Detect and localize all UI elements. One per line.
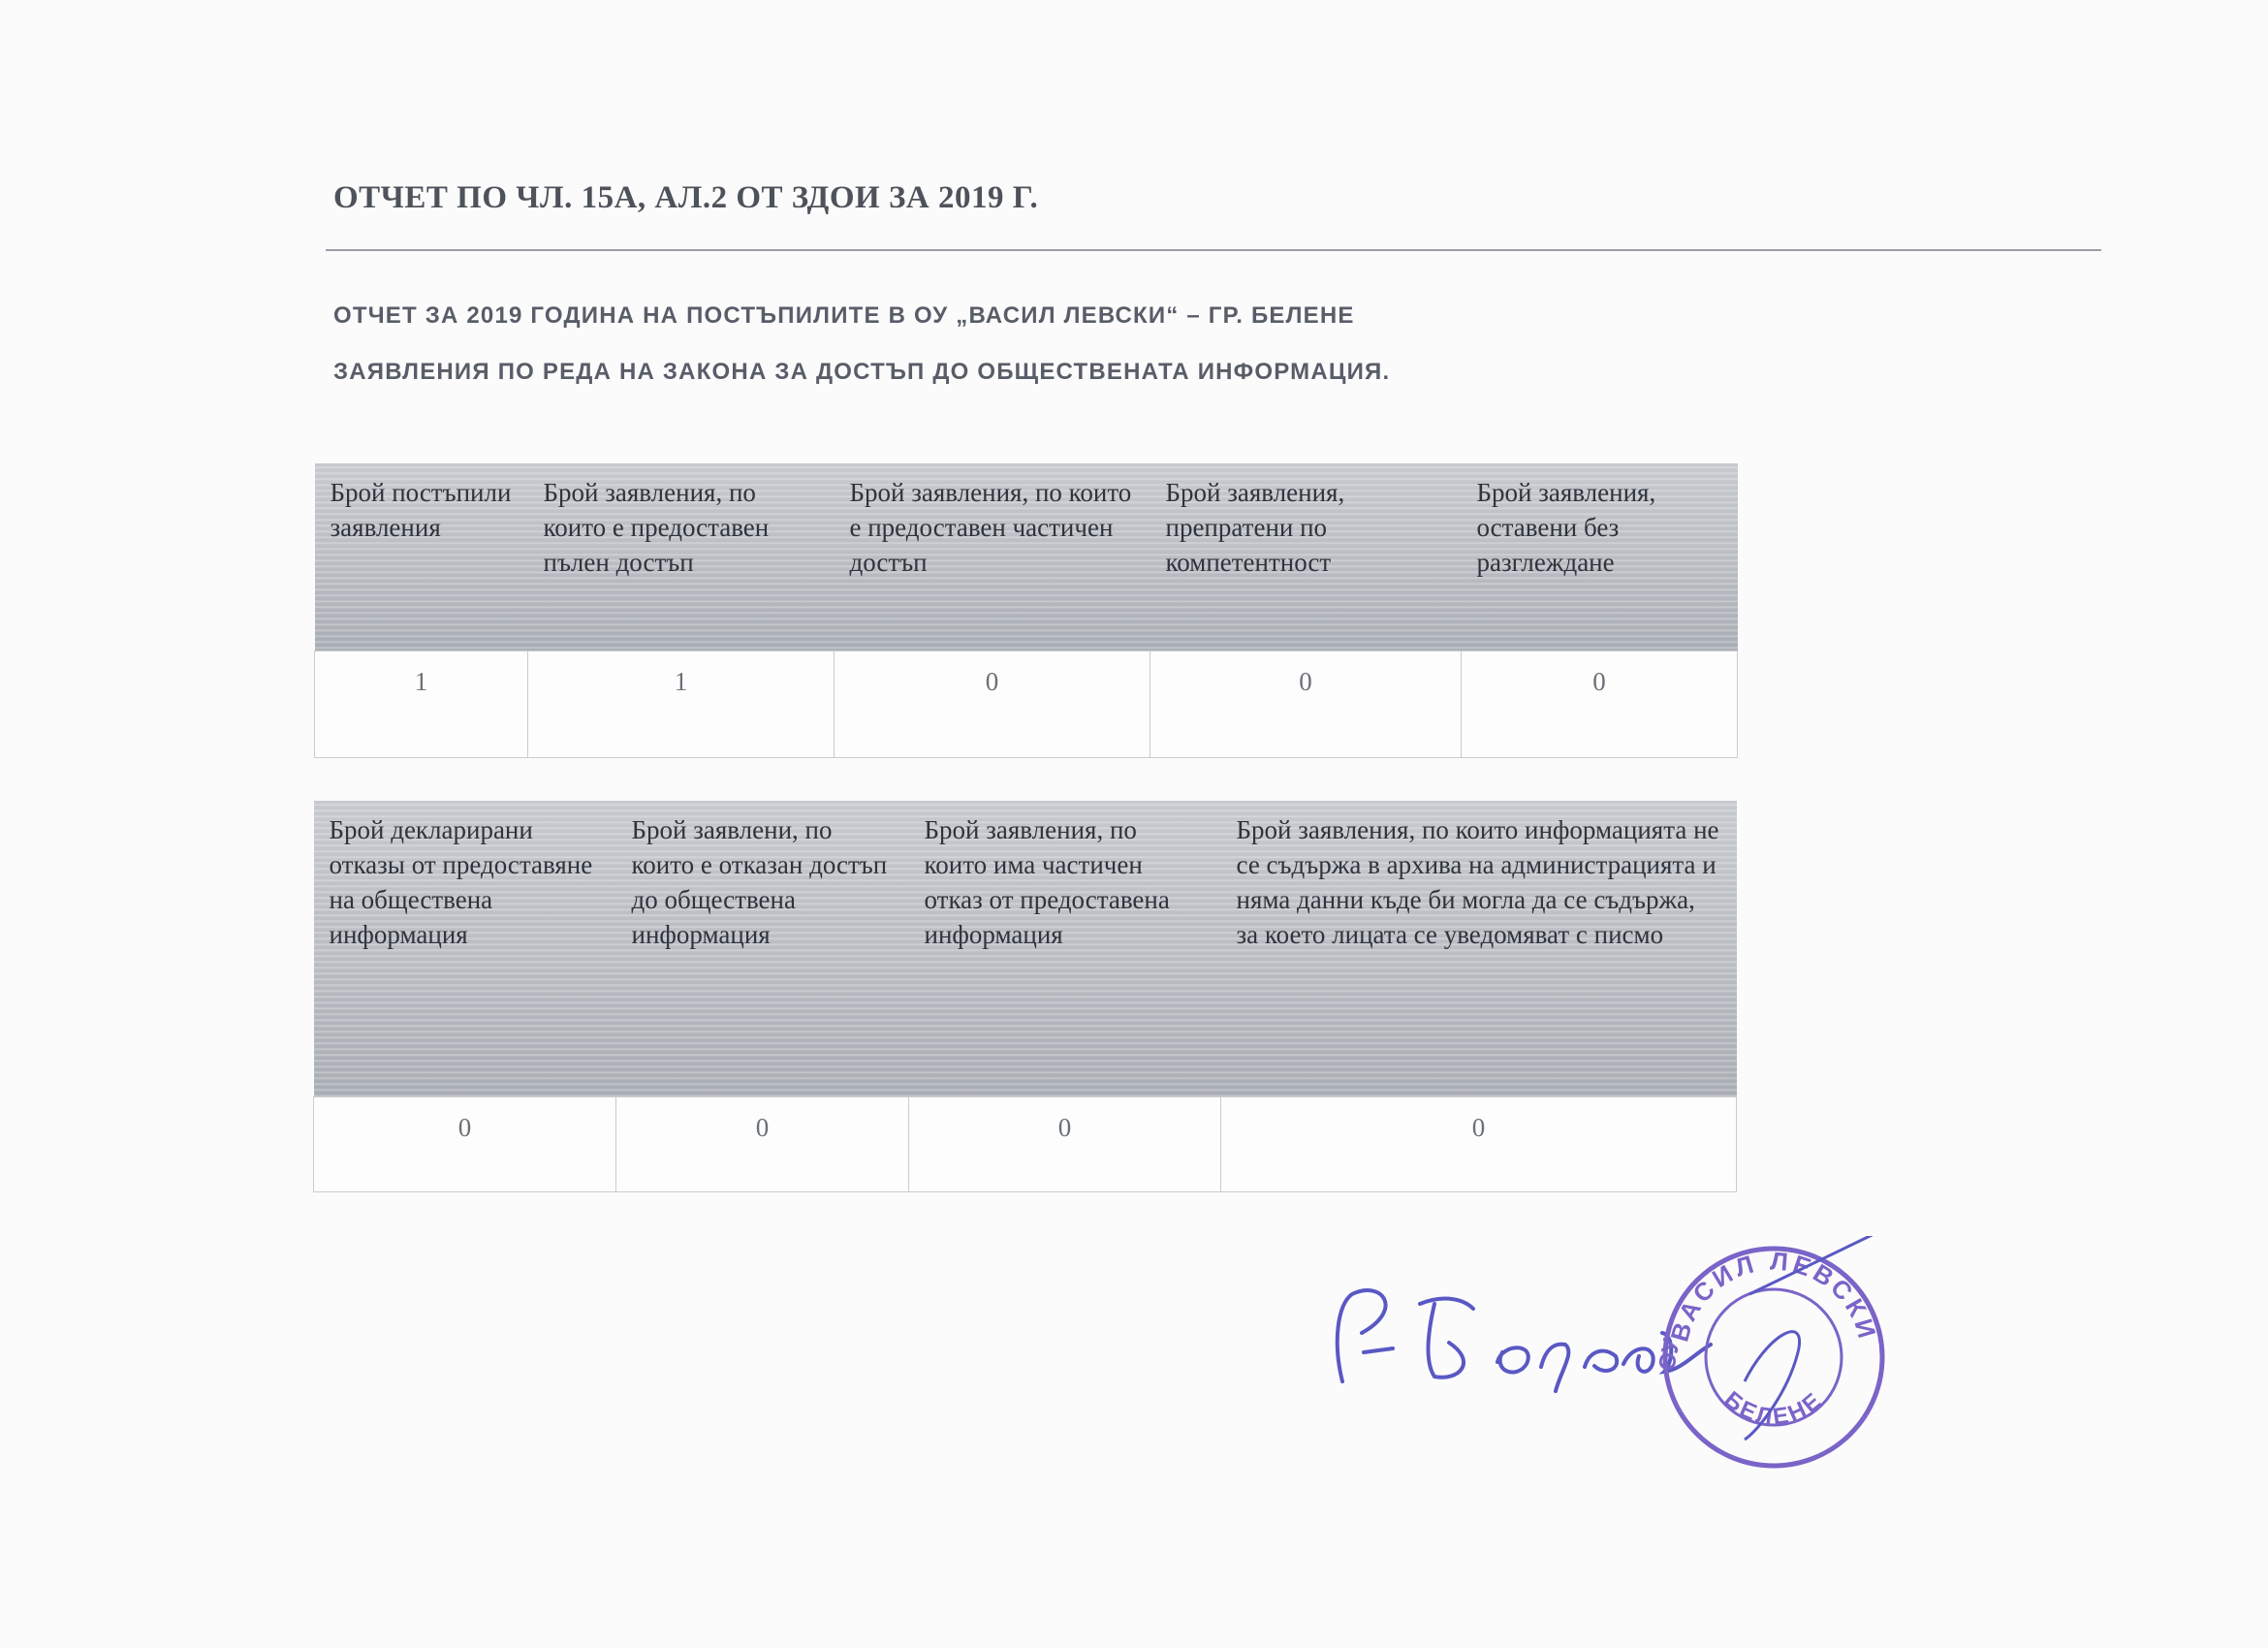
- value-refused-access: 0: [616, 1097, 909, 1192]
- table-header-row: [314, 801, 1737, 1097]
- subtitle-line-1: ОТЧЕТ ЗА 2019 ГОДИНА НА ПОСТЪПИЛИТЕ В ОУ „ВАСИЛ ЛЕВСКИ“ – ГР. БЕЛЕНЕ: [333, 302, 1355, 329]
- value-full-access: 1: [528, 651, 835, 758]
- value-received: 1: [315, 651, 528, 758]
- value-not-considered: 0: [1462, 651, 1738, 758]
- header-refused-access: Брой заявлени, по които е отказан достъп до обществена информация: [616, 801, 909, 1097]
- value-forwarded: 0: [1150, 651, 1462, 758]
- header-not-in-archive: Брой заявления, по които информацията не се съдържа в архива на администрацията и няма данни къде би могла да се съдържа, за което лицата се уведомяват с писмо: [1221, 801, 1737, 1097]
- header-forwarded: Брой заявления, препратени по компетентност: [1150, 463, 1462, 651]
- refusals-table: [313, 801, 1737, 1192]
- table-header-row: [315, 463, 1738, 651]
- page-title: ОТЧЕТ ПО ЧЛ. 15А, АЛ.2 ОТ ЗДОИ ЗА 2019 Г.: [333, 180, 1039, 215]
- header-partial-access: Брой заявления, по които е предоставен частичен достъп: [835, 463, 1150, 651]
- title-divider: [326, 249, 2101, 251]
- table-row: [314, 1097, 1737, 1192]
- value-partial-access: 0: [835, 651, 1150, 758]
- svg-text:ВАСИЛ ЛЕВСКИ: ВАСИЛ ЛЕВСКИ: [1664, 1246, 1883, 1346]
- header-full-access: Брой заявления, по които е предоставен пълен достъп: [528, 463, 835, 651]
- svg-text:БЕЛЕНЕ: БЕЛЕНЕ: [1718, 1386, 1829, 1431]
- value-declared-refusals: 0: [314, 1097, 616, 1192]
- header-declared-refusals: Брой декларирани отказы от предоставяне на обществена информация: [314, 801, 616, 1097]
- header-not-considered: Брой заявления, оставени без разглеждане: [1462, 463, 1738, 651]
- svg-text:ОУ: ОУ: [1654, 1336, 1685, 1374]
- applications-table: [314, 463, 1738, 758]
- institution-stamp: [1653, 1236, 1895, 1478]
- header-received: Брой постъпили заявления: [315, 463, 528, 651]
- value-partial-refusal: 0: [909, 1097, 1221, 1192]
- header-partial-refusal: Брой заявления, по които има частичен отказ от предоставена информация: [909, 801, 1221, 1097]
- table-row: [315, 651, 1738, 758]
- subtitle-line-2: ЗАЯВЛЕНИЯ ПО РЕДА НА ЗАКОНА ЗА ДОСТЪП ДО ОБЩЕСТВЕНАТА ИНФОРМАЦИЯ.: [333, 359, 1391, 385]
- value-not-in-archive: 0: [1221, 1097, 1737, 1192]
